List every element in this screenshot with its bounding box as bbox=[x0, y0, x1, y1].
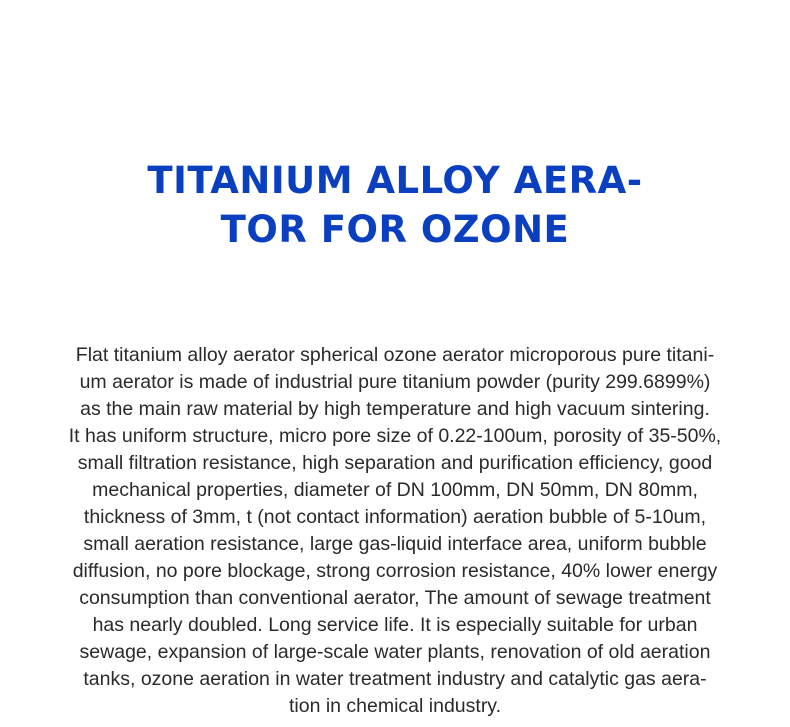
title-line: TITANIUM ALLOY AERA- bbox=[147, 159, 643, 202]
product-description bbox=[0, 342, 790, 720]
description-line: sewage, expansion of large-scale water plants, renovation of old aeration bbox=[79, 641, 711, 663]
description-line: mechanical properties, diameter of DN 100mm, DN 50mm, DN 80mm, bbox=[92, 479, 698, 501]
page-title bbox=[0, 156, 790, 254]
description-line: small filtration resistance, high separation and purification efficiency, good bbox=[77, 452, 713, 474]
title-line: TOR FOR OZONE bbox=[220, 208, 570, 251]
description-line: diffusion, no pore blockage, strong corrosion resistance, 40% lower energy bbox=[72, 560, 718, 582]
description-line: um aerator is made of industrial pure titanium powder (purity 299.6899%) bbox=[79, 371, 711, 393]
description-line: as the main raw material by high temperature and high vacuum sintering. bbox=[80, 398, 710, 420]
description-line: Flat titanium alloy aerator spherical ozone aerator microporous pure titani- bbox=[75, 344, 715, 366]
description-line: thickness of 3mm, t (not contact information) aeration bubble of 5-10um, bbox=[83, 506, 707, 528]
description-line: small aeration resistance, large gas-liquid interface area, uniform bubble bbox=[83, 533, 707, 555]
description-line: tion in chemical industry. bbox=[288, 695, 502, 717]
description-line: tanks, ozone aeration in water treatment industry and catalytic gas aera- bbox=[83, 668, 707, 690]
description-line: has nearly doubled. Long service life. It is especially suitable for urban bbox=[92, 614, 698, 636]
description-line: consumption than conventional aerator, The amount of sewage treatment bbox=[79, 587, 711, 609]
description-line: It has uniform structure, micro pore size of 0.22-100um, porosity of 35-50%, bbox=[68, 425, 722, 447]
